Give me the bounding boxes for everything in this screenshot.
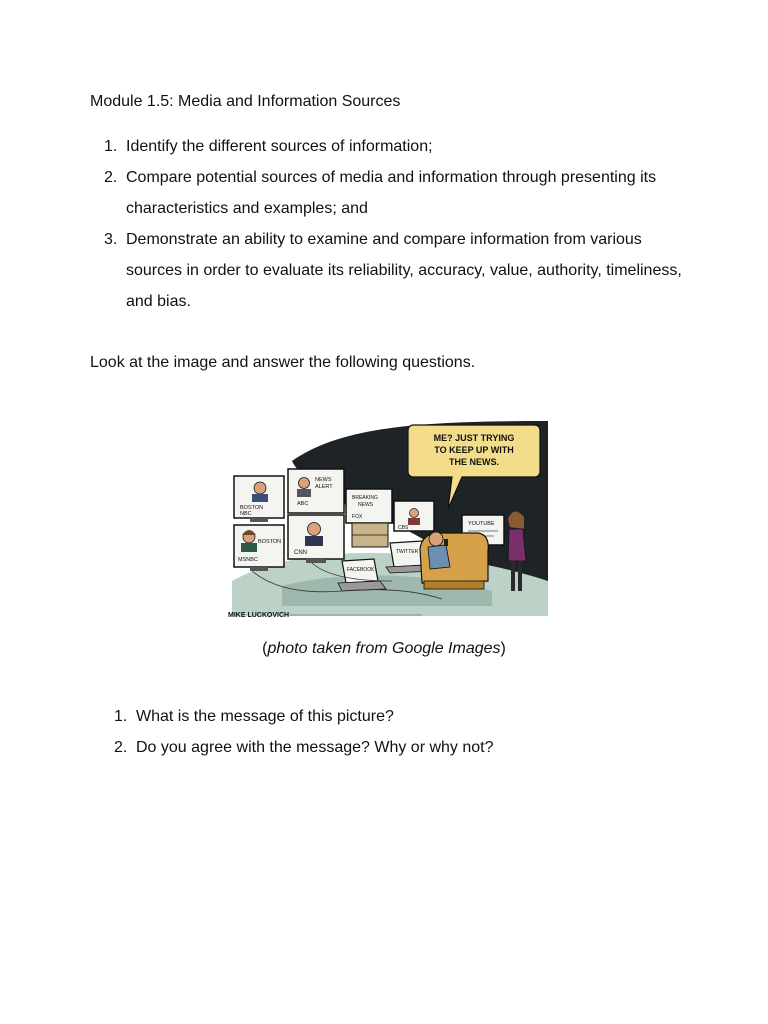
tv-label: NEWS — [315, 477, 332, 483]
tv-label: TWITTER — [396, 549, 419, 555]
objective-item-2 — [90, 162, 690, 224]
anchor-body — [408, 518, 420, 525]
question-number: 2. — [114, 739, 128, 756]
tv-label: NEWS — [358, 502, 373, 508]
tv-label: ABC — [297, 501, 309, 507]
speech-line-1: ME? JUST TRYING — [433, 433, 515, 443]
caption-close-paren: ) — [500, 640, 506, 657]
woman-legs — [511, 561, 515, 591]
caption-italic-text: photo taken from Google Images — [267, 640, 501, 657]
anchor-body — [297, 489, 311, 497]
question-number: 1. — [114, 708, 128, 725]
instruction-text: Look at the image and answer the following questions. — [90, 354, 476, 371]
tv-label: BOSTON — [240, 505, 264, 511]
objective-item-3 — [90, 224, 690, 317]
objective-item-1 — [90, 131, 690, 162]
anchor-head — [254, 482, 266, 494]
man-phone — [444, 539, 448, 546]
woman-legs — [518, 561, 522, 591]
man-head — [429, 532, 443, 546]
question-text: Do you agree with the message? Why or why not? — [136, 739, 494, 756]
objective-number: 3. — [104, 231, 118, 248]
woman-body — [508, 529, 526, 561]
caption-open-paren: ( — [262, 640, 268, 657]
tv-label: ALERT — [315, 484, 333, 490]
tv-label: CBS — [398, 525, 409, 531]
anchor-head — [308, 523, 321, 536]
editorial-cartoon — [222, 421, 548, 625]
objective-number: 1. — [104, 138, 118, 155]
tv-stand — [306, 559, 326, 563]
questions-list — [100, 701, 700, 763]
anchor-head — [299, 478, 310, 489]
question-item-2 — [100, 732, 700, 763]
objective-text: Compare potential sources of media and information through presenting its characteristics and examples; and — [126, 169, 657, 217]
anchor-body — [241, 543, 257, 552]
question-text: What is the message of this picture? — [136, 708, 394, 725]
anchor-body — [305, 536, 323, 546]
speech-line-3: THE NEWS. — [448, 457, 500, 467]
tv-label: NBC — [240, 511, 252, 517]
speech-line-2: TO KEEP UP WITH — [434, 445, 514, 455]
tv-label: FACEBOOK — [347, 567, 375, 573]
anchor-body — [252, 494, 268, 502]
tv-label: FOX — [352, 514, 363, 520]
man-body — [428, 545, 450, 569]
tv-label: CNN — [294, 550, 307, 556]
tv-stand — [250, 518, 268, 522]
anchor-head — [410, 509, 419, 518]
tv-label: BOSTON — [258, 539, 282, 545]
page-title: Module 1.5: Media and Information Sources — [90, 93, 401, 110]
objective-number: 2. — [104, 169, 118, 186]
armchair-base — [424, 581, 484, 589]
tv-label: YOUTUBE — [468, 521, 495, 527]
tv-label: MSNBC — [238, 557, 258, 563]
objective-text: Identify the different sources of information; — [126, 138, 433, 155]
objective-text: Demonstrate an ability to examine and compare information from various sources in order to evaluate its reliability, accuracy, value, authority, timeliness, and bias. — [126, 231, 682, 310]
tv-label: BREAKING — [352, 495, 378, 501]
image-caption — [0, 640, 768, 658]
cartoonist-signature: MIKE LUCKOVICH — [228, 612, 290, 619]
question-item-1 — [100, 701, 700, 732]
tv-stand — [250, 567, 268, 571]
objectives-list — [90, 131, 690, 317]
